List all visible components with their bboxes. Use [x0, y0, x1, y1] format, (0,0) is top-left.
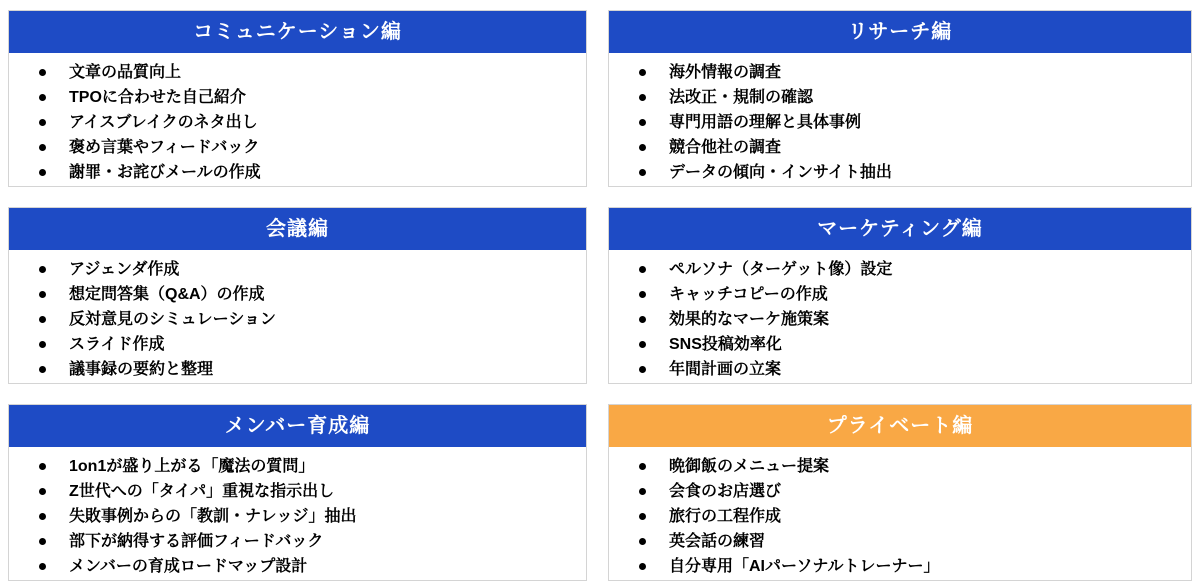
- card-private: [608, 404, 1192, 581]
- bullet-icon: [39, 563, 46, 570]
- list-item-label: 旅行の工程作成: [669, 508, 782, 525]
- list-item: [9, 332, 586, 357]
- bullet-icon: [639, 513, 646, 520]
- list-item: [9, 282, 586, 307]
- list-item-label: TPOに合わせた自己紹介: [69, 89, 246, 106]
- bullet-icon: [39, 538, 46, 545]
- list-item: [609, 504, 1191, 529]
- bullet-icon: [639, 291, 646, 298]
- card-research: [608, 10, 1192, 187]
- bullet-icon: [639, 488, 646, 495]
- bullet-icon: [639, 94, 646, 101]
- list-item: [609, 282, 1191, 307]
- list-item: [609, 554, 1191, 579]
- card-title-communication: コミュニケーション編: [193, 21, 402, 43]
- list-item: [9, 554, 586, 579]
- card-list-research: [609, 53, 1191, 185]
- list-item-label: 部下が納得する評価フィードバック: [69, 533, 324, 550]
- list-item-label: 想定問答集（Q&A）の作成: [69, 286, 265, 303]
- bullet-icon: [639, 341, 646, 348]
- bullet-icon: [39, 119, 46, 126]
- list-item: [9, 110, 586, 135]
- card-member-development: [8, 404, 587, 581]
- bullet-icon: [39, 291, 46, 298]
- bullet-icon: [639, 366, 646, 373]
- bullet-icon: [639, 119, 646, 126]
- card-header-communication: [9, 11, 586, 53]
- list-item-label: Z世代への「タイパ」重視な指示出し: [69, 483, 335, 500]
- bullet-icon: [39, 266, 46, 273]
- list-item: [609, 479, 1191, 504]
- bullet-icon: [639, 538, 646, 545]
- list-item-label: キャッチコピーの作成: [669, 286, 828, 303]
- list-item: [9, 307, 586, 332]
- card-title-member-development: メンバー育成編: [224, 415, 371, 437]
- card-list-marketing: [609, 250, 1191, 382]
- bullet-icon: [39, 69, 46, 76]
- card-title-marketing: マーケティング編: [817, 218, 983, 240]
- bullet-icon: [39, 488, 46, 495]
- list-item-label: ペルソナ（ターゲット像）設定: [669, 261, 893, 278]
- bullet-icon: [639, 169, 646, 176]
- list-item: [9, 135, 586, 160]
- list-item: [9, 160, 586, 185]
- list-item: [9, 257, 586, 282]
- bullet-icon: [39, 341, 46, 348]
- bullet-icon: [639, 463, 646, 470]
- list-item: [609, 60, 1191, 85]
- list-item: [9, 529, 586, 554]
- bullet-icon: [639, 266, 646, 273]
- list-item: [609, 85, 1191, 110]
- bullet-icon: [39, 94, 46, 101]
- list-item-label: メンバーの育成ロードマップ設計: [69, 558, 308, 575]
- list-item-label: スライド作成: [69, 336, 165, 353]
- bullet-icon: [39, 169, 46, 176]
- list-item-label: 法改正・規制の確認: [669, 89, 814, 106]
- card-title-private: プライベート編: [826, 415, 974, 437]
- card-list-private: [609, 447, 1191, 579]
- list-item-label: 専門用語の理解と具体事例: [669, 114, 862, 131]
- list-item-label: 会食のお店選び: [669, 483, 782, 500]
- list-item: [609, 307, 1191, 332]
- list-item: [9, 504, 586, 529]
- list-item: [9, 60, 586, 85]
- list-item-label: SNS投稿効率化: [669, 336, 782, 353]
- bullet-icon: [639, 316, 646, 323]
- list-item: [9, 454, 586, 479]
- bullet-icon: [39, 463, 46, 470]
- bullet-icon: [39, 366, 46, 373]
- card-header-private: [609, 405, 1191, 447]
- list-item: [609, 135, 1191, 160]
- list-item-label: データの傾向・インサイト抽出: [669, 164, 892, 181]
- card-header-research: [609, 11, 1191, 53]
- list-item-label: 英会話の練習: [669, 533, 766, 550]
- card-list-communication: [9, 53, 586, 185]
- bullet-icon: [639, 563, 646, 570]
- list-item-label: 効果的なマーケ施策案: [669, 311, 830, 328]
- list-item: [609, 160, 1191, 185]
- list-item-label: 褒め言葉やフィードバック: [69, 139, 260, 156]
- list-item-label: 競合他社の調査: [669, 139, 782, 156]
- list-item-label: 反対意見のシミュレーション: [69, 311, 277, 328]
- list-item-label: 自分専用「AIパーソナルトレーナー」: [669, 558, 940, 575]
- list-item: [609, 454, 1191, 479]
- list-item-label: 海外情報の調査: [669, 64, 782, 81]
- bullet-icon: [39, 513, 46, 520]
- bullet-icon: [639, 144, 646, 151]
- list-item: [609, 332, 1191, 357]
- card-list-meeting: [9, 250, 586, 382]
- list-item-label: 議事録の要約と整理: [69, 361, 214, 378]
- card-header-meeting: [9, 208, 586, 250]
- list-item-label: 晩御飯のメニュー提案: [669, 458, 830, 475]
- bullet-icon: [639, 69, 646, 76]
- card-title-meeting: 会議編: [266, 218, 329, 240]
- list-item: [9, 357, 586, 382]
- list-item: [609, 257, 1191, 282]
- bullet-icon: [39, 316, 46, 323]
- list-item: [609, 529, 1191, 554]
- list-item-label: 1on1が盛り上がる「魔法の質問」: [69, 458, 315, 475]
- list-item-label: アジェンダ作成: [69, 261, 180, 278]
- list-item: [9, 479, 586, 504]
- list-item-label: 文章の品質向上: [69, 64, 182, 81]
- list-item-label: アイスブレイクのネタ出し: [69, 114, 258, 131]
- list-item: [9, 85, 586, 110]
- card-marketing: [608, 207, 1192, 384]
- list-item: [609, 357, 1191, 382]
- card-header-member-development: [9, 405, 586, 447]
- card-header-marketing: [609, 208, 1191, 250]
- list-item: [609, 110, 1191, 135]
- card-meeting: [8, 207, 587, 384]
- card-list-member-development: [9, 447, 586, 579]
- list-item-label: 失敗事例からの「教訓・ナレッジ」抽出: [69, 508, 357, 525]
- bullet-icon: [39, 144, 46, 151]
- card-title-research: リサーチ編: [847, 21, 953, 43]
- card-communication: [8, 10, 587, 187]
- list-item-label: 年間計画の立案: [669, 361, 782, 378]
- list-item-label: 謝罪・お詫びメールの作成: [69, 164, 261, 181]
